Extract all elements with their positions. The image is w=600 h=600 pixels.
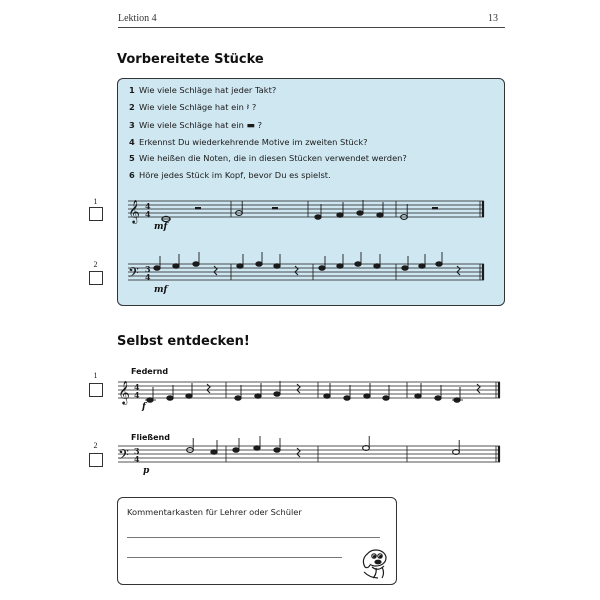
time-signature: 3 [145,264,151,274]
staff-treble-1 [128,201,484,217]
bass-clef-icon: 𝄢 [128,265,139,285]
dog-mascot-icon [352,546,392,580]
tempo-marking: Federnd [131,367,169,376]
exercise-number: 1 [93,371,98,380]
svg-text:4: 4 [134,390,140,400]
time-signature: 3 [134,446,140,456]
question-6: 6 Höre jedes Stück im Kopf, bevor Du es spielst. [129,170,331,180]
comment-line[interactable] [127,557,342,558]
time-signature: 4 [145,201,151,211]
treble-clef-icon: 𝄞 [128,199,140,223]
half-rest [272,207,278,210]
question-3: 3 Wie viele Schläge hat ein ▬ ? [129,120,263,131]
question-4: 4 Erkennst Du wiederkehrende Motive im zweiten Stück? [129,137,368,147]
svg-text:4: 4 [145,272,151,282]
exercise-number: 2 [93,441,98,450]
dynamic-mark: f [142,402,146,412]
dynamic-mark: mf [154,222,168,232]
svg-text:4: 4 [134,454,140,464]
staff-treble-2 [118,382,500,398]
bass-clef-icon: 𝄢 [118,447,129,467]
half-rest [195,207,201,210]
treble-notes-2 [145,381,480,402]
question-2: 2 Wie viele Schläge hat ein 𝄽 ? [129,102,257,113]
quarter-rest-icon: 𝄽 [246,103,250,113]
page-number: 13 [488,13,498,24]
half-rest-icon: ▬ [246,121,255,131]
dynamic-mark: p [143,466,150,476]
time-signature: 4 [134,382,140,392]
tempo-marking: Fließend [131,433,170,442]
comment-label: Kommentarkasten für Lehrer oder Schüler [127,507,302,517]
svg-text:4: 4 [145,209,151,219]
staff-bass-2 [118,446,500,462]
treble-clef-icon: 𝄞 [118,380,130,404]
section-title-discover: Selbst entdecken! [117,334,250,349]
bass-notes-1 [154,252,460,275]
question-1: 1 Wie viele Schläge hat jeder Takt? [129,85,277,95]
staff-bass-1 [128,264,484,280]
section-title-prepared: Vorbereitete Stücke [117,52,264,67]
exercise-number: 2 [93,260,98,269]
comment-line[interactable] [127,537,380,538]
question-5: 5 Wie heißen die Noten, die in diesen Stücken verwendet werden? [129,153,407,163]
exercise-number: 1 [93,197,98,206]
quarter-notes [315,200,383,219]
lesson-header: Lektion 4 [118,13,157,24]
dynamic-mark: mf [154,285,168,295]
